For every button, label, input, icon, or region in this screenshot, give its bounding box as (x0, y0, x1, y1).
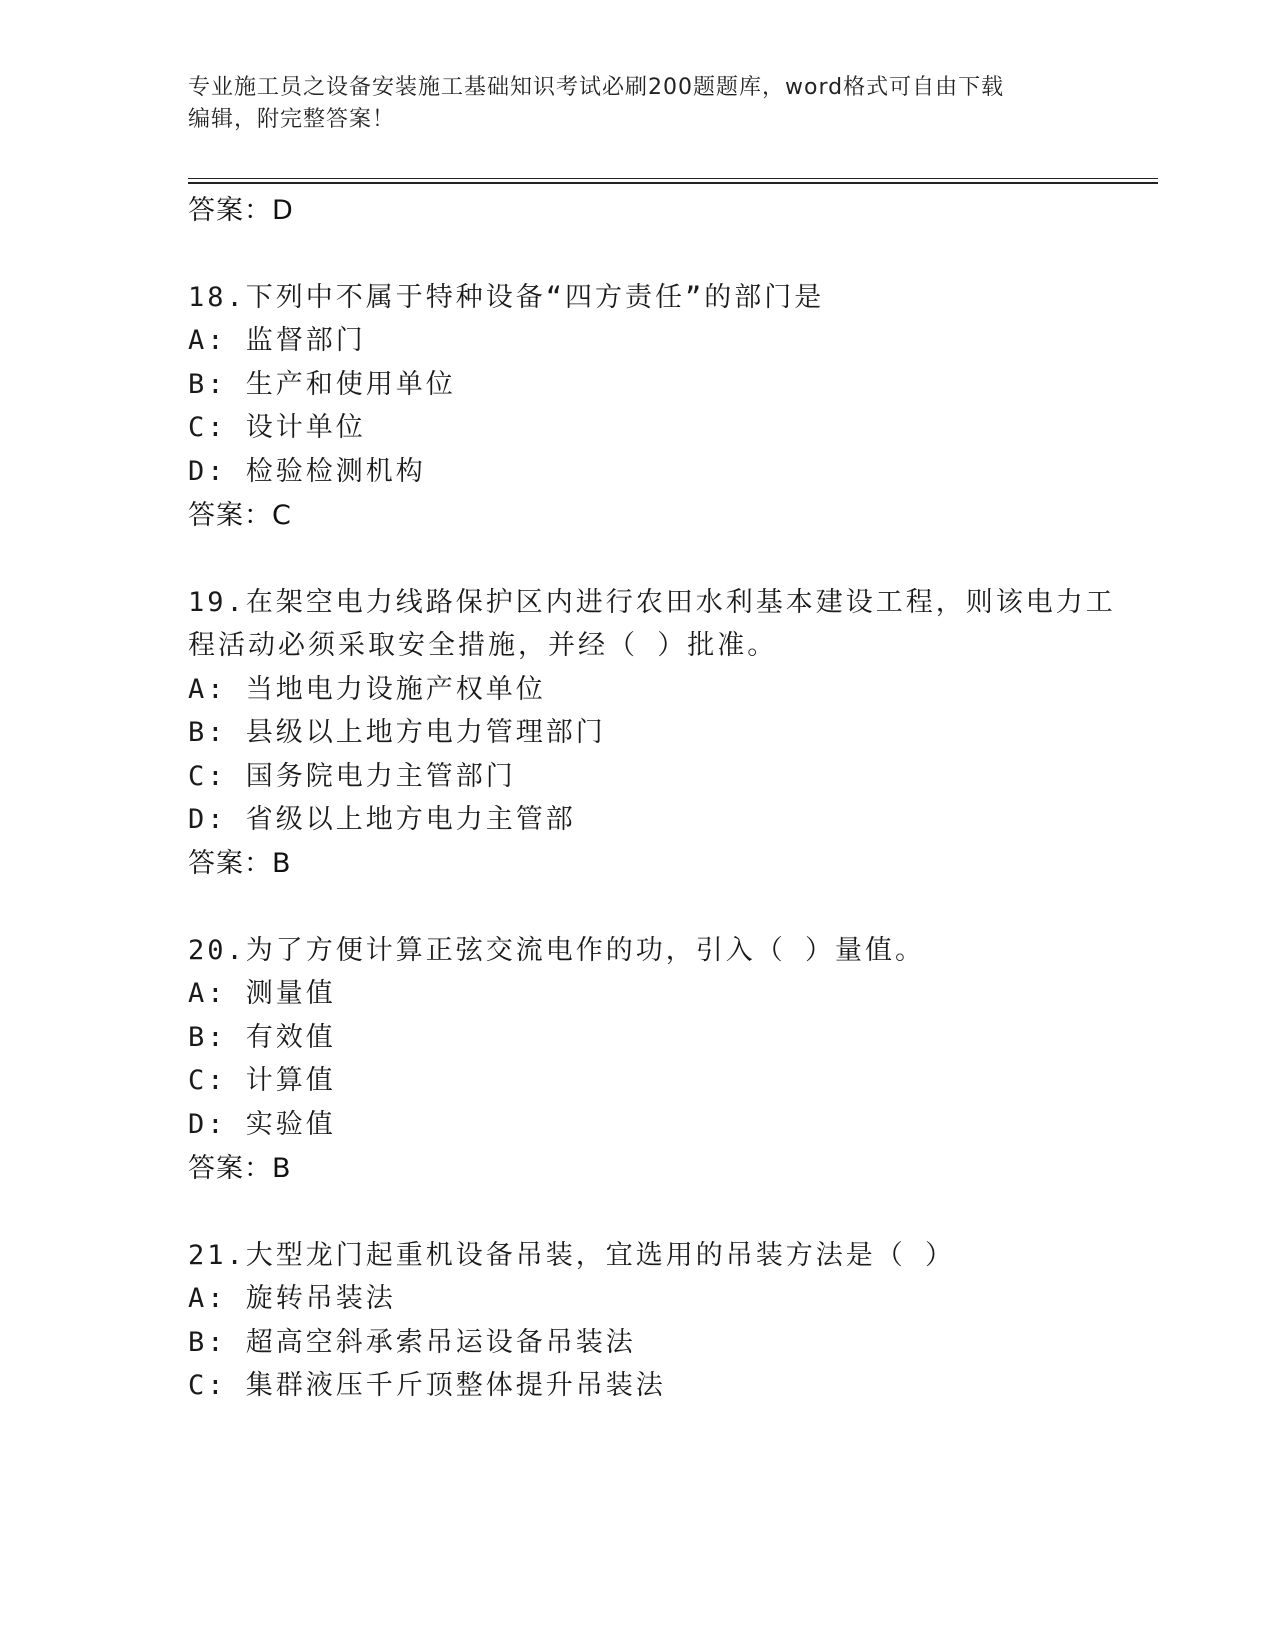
document-header (188, 72, 1088, 136)
answer-prev: 答案：D (188, 195, 294, 226)
question-21-option-a: A: 旋转吊装法 (188, 1283, 396, 1314)
question-21-option-c: C: 集群液压千斤顶整体提升吊装法 (188, 1370, 666, 1401)
question-19-answer: 答案：B (188, 848, 292, 879)
header-line-1: 专业施工员之设备安装施工基础知识考试必刷200题题库，word格式可自由下载 (188, 75, 1005, 100)
question-18-option-a: A: 监督部门 (188, 325, 366, 356)
question-18-option-c: C: 设计单位 (188, 412, 366, 443)
question-20-stem: 20.为了方便计算正弦交流电作的功，引入（ ）量值。 (188, 935, 926, 966)
question-19-option-d: D: 省级以上地方电力主管部 (188, 804, 576, 835)
question-18-stem: 18.下列中不属于特种设备“四方责任”的部门是 (188, 282, 825, 313)
header-rule-thick (188, 182, 1158, 184)
question-20-answer: 答案：B (188, 1153, 292, 1184)
question-18-answer: 答案：C (188, 500, 292, 531)
question-20-option-a: A: 测量值 (188, 978, 336, 1009)
header-line-2: 编辑，附完整答案！ (188, 107, 396, 132)
question-20-option-d: D: 实验值 (188, 1109, 336, 1140)
question-19-option-c: C: 国务院电力主管部门 (188, 761, 516, 792)
question-21-option-b: B: 超高空斜承索吊运设备吊装法 (188, 1327, 636, 1358)
question-20-option-c: C: 计算值 (188, 1065, 336, 1096)
question-19-stem-line-2: 程活动必须采取安全措施，并经（ ）批准。 (188, 630, 778, 661)
question-19-option-b: B: 县级以上地方电力管理部门 (188, 717, 606, 748)
question-18-option-d: D: 检验检测机构 (188, 456, 426, 487)
question-20-option-b: B: 有效值 (188, 1022, 336, 1053)
question-18-option-b: B: 生产和使用单位 (188, 369, 456, 400)
question-19-stem-line-1: 19.在架空电力线路保护区内进行农田水利基本建设工程，则该电力工 (188, 587, 1116, 618)
header-rule-thin (188, 178, 1158, 179)
question-19-option-a: A: 当地电力设施产权单位 (188, 674, 546, 705)
question-21-stem: 21.大型龙门起重机设备吊装，宜选用的吊装方法是（ ） (188, 1240, 956, 1271)
